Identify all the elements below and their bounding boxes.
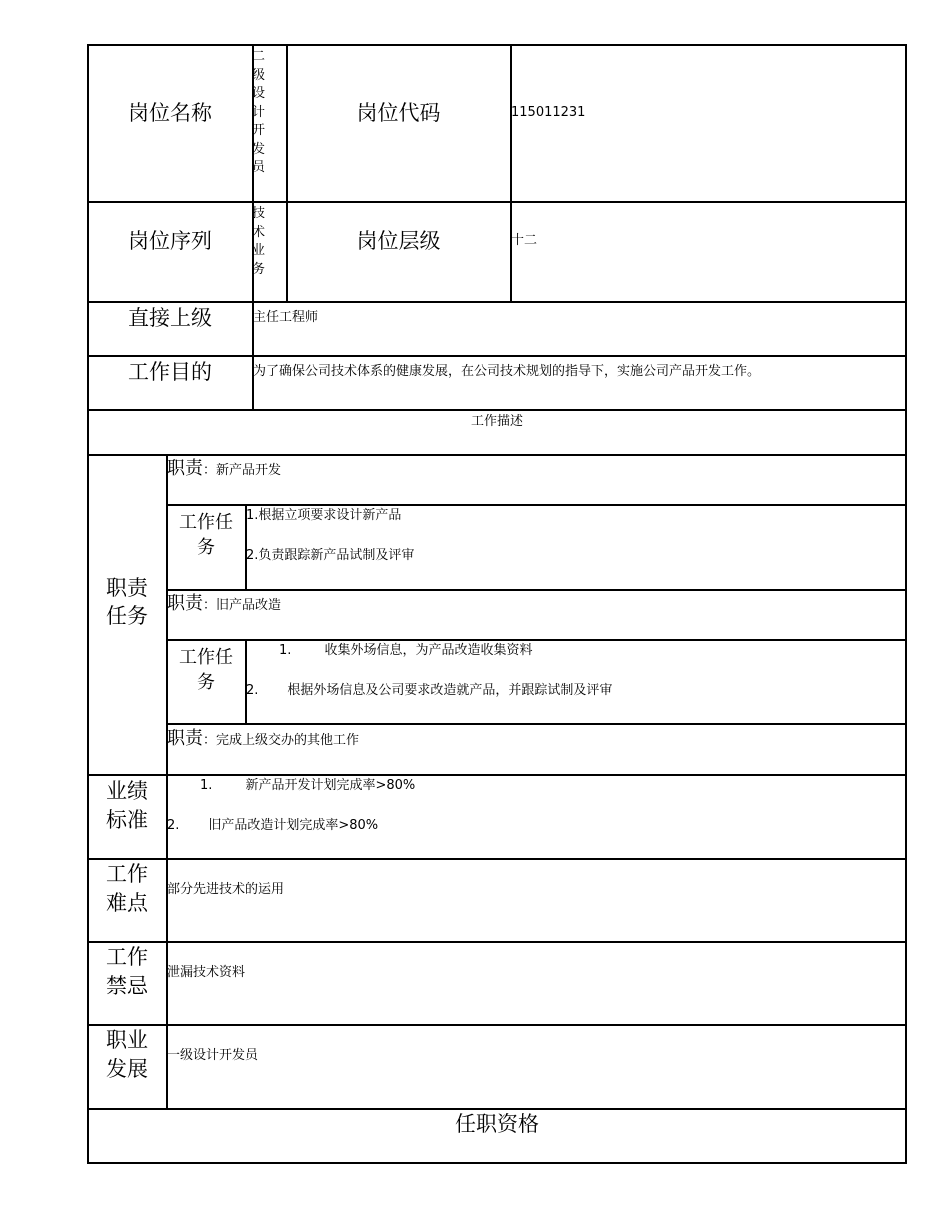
task-item: 1.根据立项要求设计新产品	[246, 508, 402, 523]
duties-label-line2: 任务	[106, 604, 148, 628]
responsibility-prefix: 职责	[167, 458, 203, 479]
performance-label-line2: 标准	[106, 808, 148, 832]
responsibility-text: ：旧产品改造	[203, 598, 282, 613]
performance-item: 2. 旧产品改造计划完成率>80%	[167, 818, 379, 833]
performance-item: 1. 新产品开发计划完成率>80%	[200, 778, 416, 793]
superior-label: 直接上级	[128, 306, 212, 330]
row-divider	[166, 504, 907, 506]
task-item: 2.负责跟踪新产品试制及评审	[246, 548, 415, 563]
row-divider	[87, 409, 907, 411]
purpose-value: 为了确保公司技术体系的健康发展，在公司技术规划的指导下，实施公司产品开发工作。	[253, 364, 761, 379]
col-divider	[286, 44, 288, 302]
task-label-line1: 工作任	[179, 512, 233, 533]
row-divider	[87, 301, 907, 303]
post-code-value: 115011231	[511, 105, 586, 120]
career-label-line1: 职业	[106, 1028, 148, 1052]
taboo-value: 泄漏技术资料	[167, 965, 246, 980]
difficulty-label-line2: 难点	[106, 891, 148, 915]
row-divider	[87, 1108, 907, 1110]
col-divider	[245, 639, 247, 724]
work-description-title: 工作描述	[470, 414, 523, 429]
row-divider	[87, 941, 907, 943]
row-divider	[87, 774, 907, 776]
table-border-right	[905, 44, 907, 1163]
difficulty-value: 部分先进技术的运用	[167, 882, 285, 897]
career-value: 一级设计开发员	[167, 1048, 259, 1063]
taboo-label-line1: 工作	[106, 945, 148, 969]
post-level-value: 十二	[511, 233, 538, 248]
table-border-bottom	[87, 1162, 907, 1164]
row-divider	[166, 639, 907, 641]
post-code-label: 岗位代码	[356, 101, 441, 125]
difficulty-label-line1: 工作	[106, 862, 148, 886]
responsibility-text: ：新产品开发	[203, 463, 282, 478]
row-divider	[87, 201, 907, 203]
table-border-top	[87, 44, 907, 46]
task-item: 1. 收集外场信息，为产品改造收集资料	[279, 643, 533, 658]
responsibility-3	[167, 730, 359, 748]
responsibility-text: ：完成上级交办的其他工作	[203, 733, 360, 748]
row-divider	[166, 723, 907, 725]
purpose-label: 工作目的	[128, 360, 212, 384]
post-name-label: 岗位名称	[128, 101, 212, 125]
responsibility-prefix: 职责	[167, 728, 203, 749]
career-label-line2: 发展	[106, 1057, 148, 1081]
responsibility-prefix: 职责	[167, 593, 203, 614]
superior-value: 主任工程师	[253, 310, 319, 325]
post-series-label: 岗位序列	[128, 229, 212, 253]
task-label-line2: 务	[197, 537, 215, 558]
duties-label-line1: 职责	[106, 576, 148, 600]
qualification-title: 任职资格	[455, 1112, 539, 1136]
task-item: 2. 根据外场信息及公司要求改造就产品，并跟踪试制及评审	[246, 683, 613, 698]
col-divider	[510, 44, 512, 302]
row-divider	[87, 1024, 907, 1026]
taboo-label-line2: 禁忌	[106, 974, 148, 998]
task-label-line2: 务	[197, 672, 215, 693]
performance-label-line1: 业绩	[106, 779, 148, 803]
post-level-label: 岗位层级	[356, 229, 441, 253]
row-divider	[87, 858, 907, 860]
post-series-value: 技术业务	[252, 206, 266, 277]
post-name-value: 二级设计开发员	[252, 49, 266, 175]
task-label-line1: 工作任	[179, 647, 233, 668]
row-divider	[87, 355, 907, 357]
row-divider	[87, 454, 907, 456]
row-divider	[166, 589, 907, 591]
responsibility-1	[167, 460, 281, 478]
responsibility-2	[167, 595, 281, 613]
